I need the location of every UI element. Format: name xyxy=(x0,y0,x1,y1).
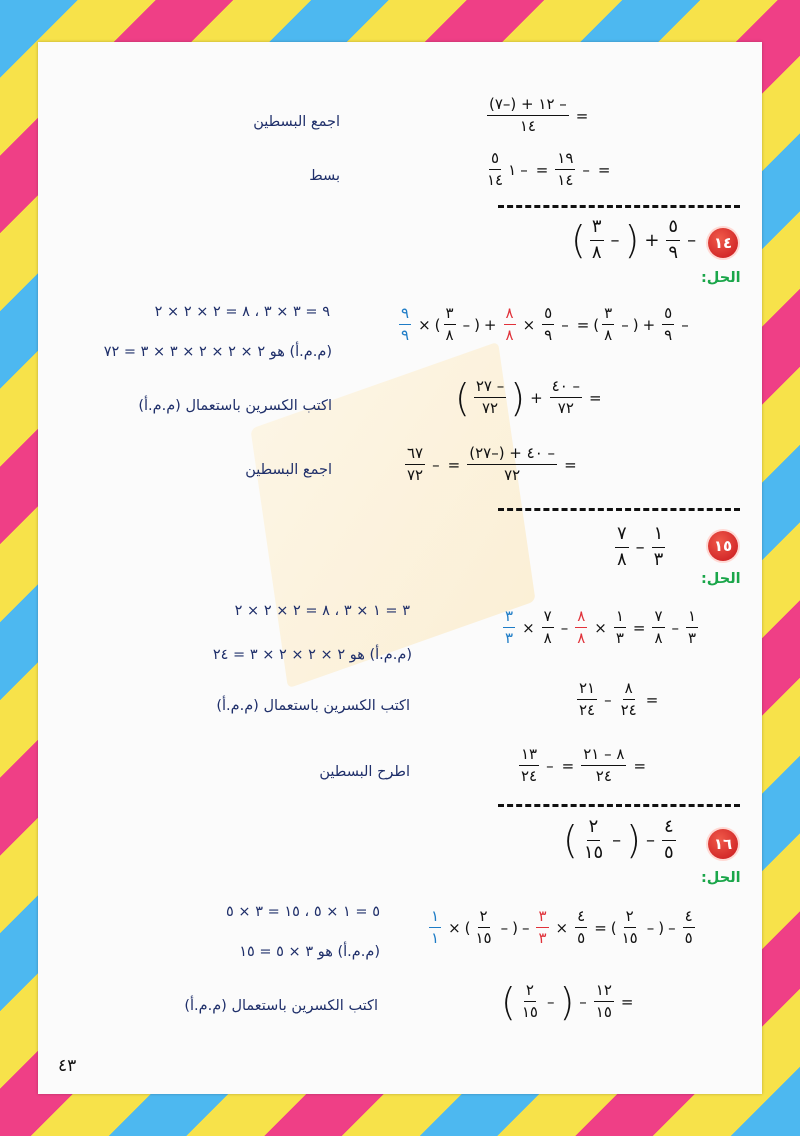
blue-fraction: $\frac{٩}{٩}$ xyxy=(401,304,410,345)
fraction: $\frac{٧}{٨}$ xyxy=(654,607,663,648)
fraction: $\frac{٣}{٨}$ xyxy=(445,304,454,345)
fraction: $\frac{٢}{١٥}$ xyxy=(621,907,638,948)
fraction: $\frac{١}{٣}$ xyxy=(615,607,624,648)
fraction: $\frac{٢}{١٥}$ xyxy=(583,816,604,863)
p14-lcm-note: (م.م.أ) هو ٢ × ٢ × ٢ × ٣ × ٣ = ٧٢ xyxy=(103,344,332,360)
problem-number-badge: ١٦ xyxy=(708,829,738,859)
p15-line3-note: اكتب الكسرين باستعمال (م.م.أ) xyxy=(216,698,410,714)
p13-line1-math: = $\frac{- ١٢ + (-٧)}{١٤}$ xyxy=(489,95,589,136)
p14-line3-note: اكتب الكسرين باستعمال (م.م.أ) xyxy=(138,398,332,414)
p13-line1-note: اجمع البسطين xyxy=(253,114,340,130)
solution-label: الحل: xyxy=(701,270,741,286)
p15-line4-math: = $\frac{٨ - ٢١}{٢٤}$ = – $\frac{١٣}{٢٤}$ xyxy=(521,745,647,786)
p15-line4-note: اطرح البسطين xyxy=(319,764,410,780)
p16-expansion: $\frac{٤}{٥}$ – ( – $\frac{٢}{١٥}$ ) = $\frac{٤}{٥}$ × $\frac{٣}{٣}$ – ( – $\frac{٢}{١٥}$ ) × $\frac{١}{١}$ xyxy=(431,907,693,948)
problem-number-badge: ١٤ xyxy=(708,228,738,258)
fraction: $\frac{٥}{٩}$ xyxy=(668,216,679,263)
fraction: $\frac{٤}{٥}$ xyxy=(664,816,674,863)
fraction: $\frac{١}{٣}$ xyxy=(653,523,664,570)
dashed-separator xyxy=(498,508,740,511)
fraction: $\frac{٧}{٨}$ xyxy=(617,523,627,570)
p13-line2-note: بسط xyxy=(309,168,340,184)
fraction: $\frac{٧}{٨}$ xyxy=(543,607,552,648)
fraction: $\frac{١٢}{١٥}$ xyxy=(595,981,612,1022)
p14-expansion: – $\frac{٥}{٩}$ + ( – $\frac{٣}{٨}$ ) = – $\frac{٥}{٩}$ × $\frac{٨}{٨}$ + ( – $\frac{٣}{٨}$ ) × $\frac{٩}{٩}$ xyxy=(401,304,689,345)
fraction: $\frac{٢}{١٥}$ xyxy=(521,981,538,1022)
p15-expansion: $\frac{١}{٣}$ – $\frac{٧}{٨}$ = $\frac{١}{٣}$ × $\frac{٨}{٨}$ – $\frac{٧}{٨}$ × $\frac{٣}{٣}$ xyxy=(505,607,697,648)
page-number: ٤٣ xyxy=(58,1056,77,1076)
fraction: $\frac{٨ - ٢١}{٢٤}$ xyxy=(583,745,625,786)
fraction: $\frac{- ٢٧}{٧٢}$ xyxy=(475,377,505,418)
dashed-separator xyxy=(498,804,740,807)
fraction: $\frac{٢}{١٥}$ xyxy=(475,907,492,948)
fraction: $\frac{٤}{٥}$ xyxy=(577,907,586,948)
fraction: $\frac{٨}{٢٤}$ xyxy=(620,679,637,720)
p15-problem: $\frac{١}{٣}$ – $\frac{٧}{٨}$ xyxy=(617,523,664,570)
fraction: $\frac{٦٧}{٧٢}$ xyxy=(407,444,424,485)
fraction: $\frac{٤}{٥}$ xyxy=(684,907,693,948)
p16-lcm-note: (م.م.أ) هو ٣ × ٥ = ١٥ xyxy=(239,944,380,960)
fraction: $\frac{١}{٣}$ xyxy=(688,607,697,648)
p16-line3-math: = $\frac{١٢}{١٥}$ – ( – $\frac{٢}{١٥}$ ) xyxy=(501,979,634,1024)
problem-number-badge: ١٥ xyxy=(708,531,738,561)
fraction: $\frac{٣}{٨}$ xyxy=(591,216,602,263)
p14-line4-math: = $\frac{- ٤٠ + (-٢٧)}{٧٢}$ = – $\frac{٦٧}{٧٢}$ xyxy=(407,444,577,485)
p13-line2-math: = – $\frac{١٩}{١٤}$ = – ١ $\frac{٥}{١٤}$ xyxy=(487,149,611,190)
p16-problem: $\frac{٤}{٥}$ – ( – $\frac{٢}{١٥}$ ) xyxy=(563,816,674,863)
p15-lcm-note: (م.م.أ) هو ٢ × ٢ × ٢ × ٣ = ٢٤ xyxy=(212,647,412,663)
red-fraction: $\frac{٣}{٣}$ xyxy=(538,907,547,948)
dashed-separator xyxy=(498,205,740,208)
fraction: $\frac{١٩}{١٤}$ xyxy=(557,149,574,190)
fraction: $\frac{٣}{٨}$ xyxy=(604,304,613,345)
fraction: $\frac{- ١٢ + (-٧)}{١٤}$ xyxy=(489,95,567,136)
fraction: $\frac{- ٤٠ + (-٢٧)}{٧٢}$ xyxy=(469,444,556,485)
fraction: $\frac{٥}{١٤}$ xyxy=(487,149,504,190)
fraction: $\frac{٥}{٩}$ xyxy=(544,304,553,345)
p14-line4-note: اجمع البسطين xyxy=(245,462,332,478)
fraction: $\frac{- ٤٠}{٧٢}$ xyxy=(551,377,581,418)
blue-fraction: $\frac{٣}{٣}$ xyxy=(505,607,514,648)
red-fraction: $\frac{٨}{٨}$ xyxy=(577,607,586,648)
p16-line3-note: اكتب الكسرين باستعمال (م.م.أ) xyxy=(184,998,378,1014)
blue-fraction: $\frac{١}{١}$ xyxy=(431,907,440,948)
p15-line3-math: = $\frac{٨}{٢٤}$ – $\frac{٢١}{٢٤}$ xyxy=(579,679,659,720)
fraction: $\frac{٥}{٩}$ xyxy=(664,304,673,345)
p16-factor-note: ٥ = ١ × ٥ ، ١٥ = ٣ × ٥ xyxy=(226,904,380,920)
p14-line3-math: = $\frac{- ٤٠}{٧٢}$ + ( $\frac{- ٢٧}{٧٢}$ ) xyxy=(455,375,602,420)
fraction: $\frac{١٣}{٢٤}$ xyxy=(521,745,538,786)
solution-label: الحل: xyxy=(701,571,741,587)
red-fraction: $\frac{٨}{٨}$ xyxy=(505,304,514,345)
solution-label: الحل: xyxy=(701,870,741,886)
p14-problem: – $\frac{٥}{٩}$ + ( – $\frac{٣}{٨}$ ) xyxy=(571,216,697,263)
fraction: $\frac{٢١}{٢٤}$ xyxy=(579,679,596,720)
p15-factor-note: ٣ = ١ × ٣ ، ٨ = ٢ × ٢ × ٢ xyxy=(234,603,410,619)
p14-factor-note: ٩ = ٣ × ٣ ، ٨ = ٢ × ٢ × ٢ xyxy=(154,304,330,320)
